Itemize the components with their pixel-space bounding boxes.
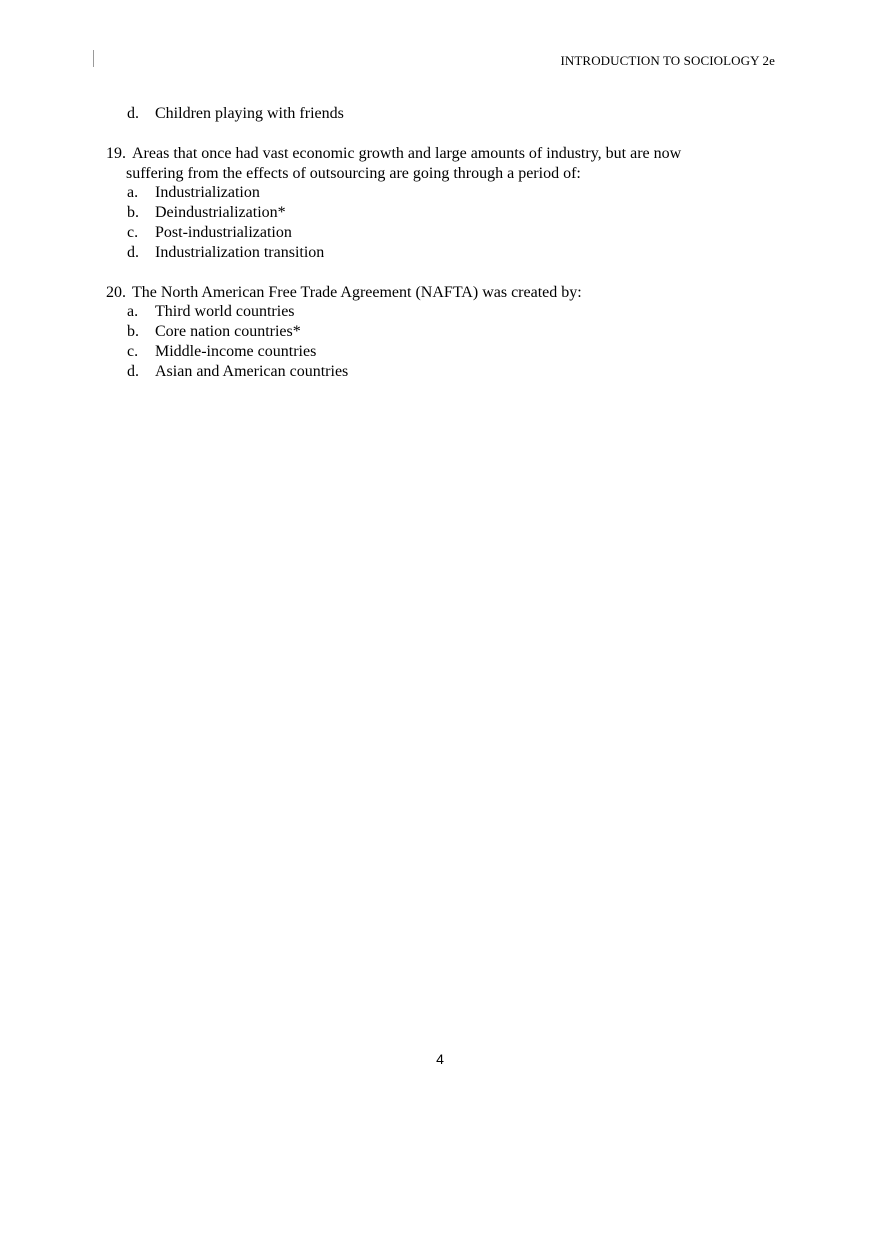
carryover-option: [102, 104, 782, 124]
option-d: [102, 362, 782, 382]
option-letter: b.: [127, 204, 139, 222]
option-b: [102, 322, 782, 342]
question-line-1: Areas that once had vast economic growth and large amounts of industry, but are now: [132, 144, 682, 162]
question-19: [102, 144, 782, 263]
question-number: 19.: [106, 144, 126, 162]
option-c: [102, 223, 782, 243]
question-stem: [102, 144, 782, 184]
option-text: Middle-income countries: [155, 342, 317, 360]
option-text: Third world countries: [155, 303, 295, 321]
option-text: Post-industrialization: [155, 223, 292, 241]
question-text: [130, 283, 782, 303]
option-a: [102, 302, 782, 322]
option-letter: d.: [127, 105, 139, 122]
page-body: [102, 104, 782, 382]
option-letter: c.: [127, 223, 139, 241]
option-text: Core nation countries*: [155, 323, 301, 341]
option-letter: a.: [127, 303, 139, 321]
page-number: 4: [436, 1051, 444, 1067]
question-line-2: suffering from the effects of outsourcing are going through a period of:: [126, 164, 581, 182]
option-c: [102, 342, 782, 362]
option-text: Industrialization transition: [155, 243, 325, 261]
option-letter: b.: [127, 323, 139, 341]
option-a: [102, 183, 782, 203]
margin-change-bar: [93, 50, 94, 67]
option-letter: c.: [127, 342, 139, 360]
option-text: Industrialization: [155, 184, 260, 202]
option-b: [102, 203, 782, 223]
question-20: [102, 283, 782, 382]
option-letter: a.: [127, 184, 139, 202]
option-d: [102, 243, 782, 263]
option-text: Deindustrialization*: [155, 204, 286, 222]
question-text: [126, 144, 782, 184]
running-head: INTRODUCTION TO SOCIOLOGY 2e: [560, 53, 775, 68]
option-text: Children playing with friends: [155, 105, 344, 122]
question-number: 20.: [106, 283, 126, 301]
question-line-1: The North American Free Trade Agreement (NAFTA) was created by:: [132, 283, 582, 301]
option-text: Asian and American countries: [155, 362, 349, 380]
option-letter: d.: [127, 362, 139, 380]
option-letter: d.: [127, 243, 139, 261]
question-stem: [102, 283, 782, 303]
